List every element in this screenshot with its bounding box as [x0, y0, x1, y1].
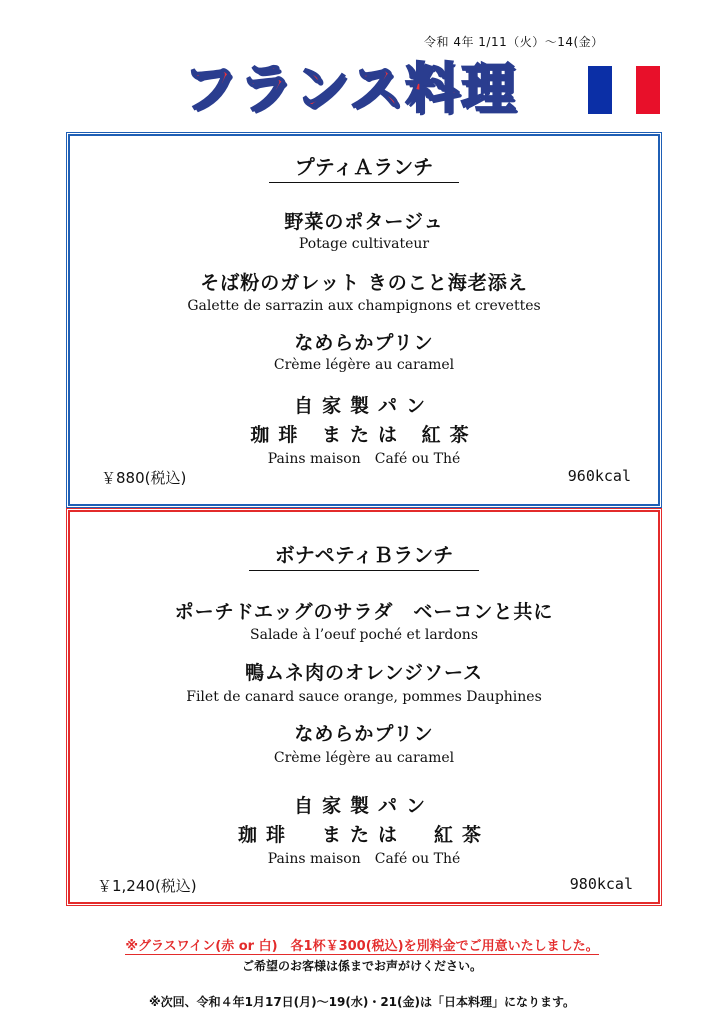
lunch-a-item-1-jp: 野菜のポタージュ [284, 211, 444, 233]
date-line: 令和 4年 1/11（火）～14(金） [424, 35, 604, 49]
lunch-a-bread-fr: Pains maison Café ou Thé [267, 451, 461, 467]
lunch-b-bread-jp: 自家製パン [293, 795, 434, 817]
lunch-a-kcal: 960kcal [567, 467, 631, 485]
lunch-a-item-3-jp: なめらかプリン [294, 332, 434, 354]
page-title: フランス料理 [182, 57, 518, 120]
lunch-b-item-3-fr: Crème légère au caramel [273, 750, 455, 766]
lunch-a-box [66, 132, 662, 508]
lunch-b-item-1-fr: Salade à l’oeuf poché et lardons [250, 627, 478, 643]
lunch-b-title: ボナペティＢランチ [69, 539, 659, 571]
next-menu-note: ※次回、令和４年1月17日(月)～19(水)・21(金)は「日本料理」になります。 [148, 995, 576, 1009]
lunch-b-item-2-fr: Filet de canard sauce orange, pommes Dauphines [186, 689, 542, 705]
french-flag-icon [588, 66, 660, 114]
lunch-a-item-3-fr: Crème légère au caramel [273, 357, 455, 373]
lunch-b-box [66, 508, 662, 906]
staff-note: ご希望のお客様は係までお声がけください。 [241, 959, 482, 973]
flag-blue-stripe [588, 66, 612, 114]
lunch-b-price: ￥1,240(税込) [97, 877, 197, 895]
wine-note: ※グラスワイン(赤 or 白) 各1杯￥300(税込)を別料金でご用意いたしました。 [125, 939, 599, 954]
lunch-b-item-1-jp: ポーチドエッグのサラダ ベーコンと共に [174, 601, 554, 623]
lunch-a-item-2-fr: Galette de sarrazin aux champignons et crevettes [187, 298, 541, 314]
flag-white-stripe [612, 66, 636, 114]
lunch-b-drink-jp: 珈琲 または 紅茶 [237, 824, 490, 846]
lunch-b-item-3-jp: なめらかプリン [294, 723, 434, 745]
lunch-a-title: プティＡランチ [69, 151, 659, 183]
lunch-a-bread-jp: 自家製パン [293, 395, 434, 417]
lunch-a-item-2-jp: そば粉のガレット きのこと海老添え [200, 272, 528, 294]
lunch-b-kcal: 980kcal [569, 875, 633, 893]
lunch-b-item-2-jp: 鴨ムネ肉のオレンジソース [244, 662, 484, 684]
lunch-a-item-1-fr: Potage cultivateur [298, 236, 430, 252]
flag-red-stripe [636, 66, 660, 114]
lunch-a-price: ￥880(税込) [101, 469, 187, 487]
lunch-b-bread-fr: Pains maison Café ou Thé [267, 851, 461, 867]
lunch-a-drink-jp: 珈琲 または 紅茶 [250, 424, 478, 446]
